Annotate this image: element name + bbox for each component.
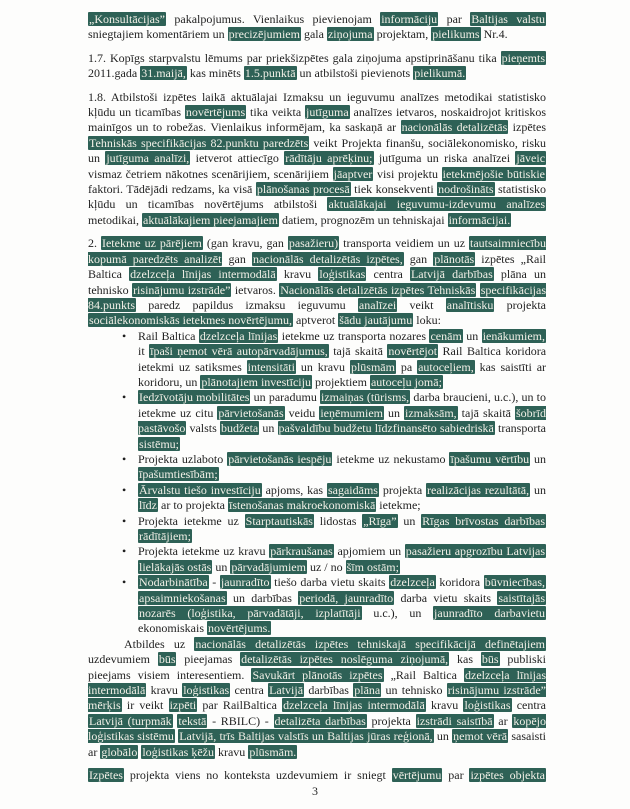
text-run: ietekme uz nekustamo	[332, 451, 450, 466]
text-run: tiek konsekventi	[350, 182, 438, 197]
text-run: 1.7. Kopīgs starpvalstu lēmums par priekšizpētes gala ziņojuma apstiprināšanu tika	[88, 50, 501, 65]
text-run: un atbilstoši pievienots	[296, 66, 414, 81]
highlighted-text: nozarēs (loģistika, pārvadātāji, izplatītāji	[139, 606, 361, 621]
text-run: un tehnisko	[381, 683, 447, 698]
highlighted-text: pārkraušanas	[270, 544, 333, 559]
text-run: kas saistīti ar koridoru, un	[138, 359, 547, 389]
highlighted-text: dzelzceļa	[390, 575, 435, 590]
highlighted-text: Ārvalstu tiešo investīciju	[139, 482, 261, 497]
highlighted-text: loģistikas ķēžu	[142, 744, 214, 759]
highlighted-text: īstenošanas makroekonomiskā	[228, 498, 376, 513]
highlighted-text: dzelzceļa līnijas	[199, 328, 278, 343]
text-run: kas	[449, 652, 481, 667]
highlighted-text: precizējumiem	[228, 27, 300, 42]
text-run: ar	[493, 713, 513, 728]
text-run: kravu	[425, 698, 464, 713]
text-run: publiski pieejams visiem interesentiem.	[88, 652, 547, 682]
highlighted-text: loģistikas	[319, 267, 366, 282]
highlighted-text: nacionālās detalizētās	[401, 120, 508, 135]
highlighted-text: dzelzceļa līnijas intermodālā	[88, 667, 547, 698]
text-run: pakalpojumus. Vienlaikus pievienojam	[165, 12, 381, 26]
text-run: projekta	[494, 297, 546, 312]
text-run: veidu	[284, 405, 320, 420]
text-run: darbības	[304, 683, 354, 698]
highlighted-text: jutīguma	[306, 105, 349, 120]
highlighted-text: aktuālākajai ieguvumu-izdevumu analīzes	[328, 197, 546, 212]
text-run: par RailBaltica	[197, 698, 283, 713]
text-run: projekta viens no konteksta uzdevumiem ir sniegt	[123, 768, 392, 783]
highlighted-text: detalizēta darbības	[274, 713, 366, 728]
text-run: gan	[403, 251, 434, 266]
text-run: datiem, prognozēm un tehniskajai	[278, 212, 448, 227]
highlighted-text: nodrošināts	[438, 182, 494, 197]
highlighted-text: Latvijā, trīs Baltijas valstīs un Baltijas jūras reģionā,	[179, 729, 433, 744]
text-run: par	[442, 768, 470, 783]
bullet-icon: •	[122, 513, 127, 528]
highlighted-text: ņemot vērā	[453, 729, 508, 744]
bullet-icon: •	[122, 575, 127, 590]
text-run: visi projektu	[373, 166, 442, 181]
text-run: (gan kravu, gan	[202, 236, 288, 251]
text-run: apjomiem un	[333, 544, 405, 559]
highlighted-text: „Konsultācijas”	[89, 12, 165, 26]
text-run: un	[433, 729, 453, 744]
highlighted-text: pieņemts	[501, 50, 545, 65]
text-run: ekonomiskais	[138, 621, 207, 636]
highlighted-text: pārvietošanās iespēju	[228, 451, 332, 466]
paragraph	[88, 12, 546, 43]
text-run: projekta	[366, 713, 416, 728]
highlighted-text: vērtējumu	[392, 768, 442, 783]
highlighted-text: periodā, jaunradīto	[299, 590, 394, 605]
bullet-item	[88, 329, 546, 391]
bullet-icon: •	[122, 328, 127, 343]
highlighted-text: plānotajiem investīciju	[201, 374, 311, 389]
highlighted-text: Iedzīvotāju mobilitātes	[139, 390, 250, 405]
text-run: centra	[366, 267, 410, 282]
text-run: kravu	[146, 683, 183, 698]
highlighted-text: nacionālās detalizētās izpētes,	[252, 251, 403, 266]
highlighted-text: ziņojuma	[327, 27, 373, 42]
text-run: apjoms, kas	[261, 482, 327, 497]
highlighted-text: jāaptver	[333, 166, 373, 181]
text-run: valsts	[186, 421, 220, 436]
text-run: un	[259, 421, 278, 436]
text-run: metodikai,	[88, 212, 142, 227]
highlighted-text: 1.5.punktā	[244, 66, 296, 81]
highlighted-text: plānošanas procesā	[256, 182, 350, 197]
text-run: statistisko kļūdu un ticamības novērtējums atbilstoši	[88, 182, 547, 212]
text-run: - RBILC) -	[207, 713, 274, 728]
text-run: -	[208, 575, 220, 590]
highlighted-text: jutīguma analīzi,	[106, 151, 190, 166]
highlighted-text: izmaksām,	[405, 405, 457, 420]
highlighted-text: tekstā	[178, 713, 207, 728]
highlighted-text: Nodarbinātība	[139, 575, 208, 590]
bullet-item	[88, 390, 546, 452]
highlighted-text: „Rīga”	[363, 513, 397, 528]
highlighted-text: Izpētes	[89, 768, 123, 783]
paragraph	[88, 768, 546, 783]
text-run: un paradumu	[250, 390, 320, 405]
highlighted-text: loģistikas	[464, 698, 511, 713]
highlighted-text: kopējo loģistikas sistēmu	[88, 713, 546, 744]
text-run: veikt Projekta finanšu, sociālekonomisko, risku un	[88, 135, 546, 166]
text-run: koridora	[435, 575, 484, 590]
text-run: un kravu	[295, 359, 350, 374]
text-run: ietekme uz transporta nozares	[278, 328, 430, 343]
highlighted-text: sistēmu;	[139, 436, 180, 451]
text-run: transporta	[494, 421, 546, 436]
paragraph	[88, 90, 546, 229]
bullet-item	[88, 452, 546, 483]
text-run: faktori. Tādējādi redzams, ka visā	[88, 182, 256, 197]
highlighted-text: Latvijā	[269, 683, 304, 698]
highlighted-text: Ietekme uz pārējiem	[101, 236, 202, 251]
highlighted-text: risinājumu izstrāde” mērķis	[88, 683, 546, 713]
text-run: centra	[511, 698, 546, 713]
bullet-item	[88, 544, 546, 575]
text-run: ir veikt	[121, 698, 169, 713]
highlighted-text: pašvaldību budžetu līdzfinansēto sabiedriskā	[278, 421, 494, 436]
page-number: 3	[312, 783, 318, 798]
highlighted-text: īpaši ņemot vērā autopārvadājumus,	[150, 344, 328, 359]
highlighted-text: jāveic	[516, 151, 546, 166]
highlighted-text: budžeta	[220, 421, 259, 436]
text-run: un	[462, 328, 482, 343]
text-run: „Rail Baltica	[383, 667, 464, 682]
text-run: ietverot attiecīgo	[190, 151, 285, 166]
text-run: Rail Baltica	[138, 328, 199, 343]
text-run: jutīguma un riska analīzei	[373, 151, 516, 166]
highlighted-text: intensitāti	[247, 359, 295, 374]
highlighted-text: specifikācijas 84.punkts	[88, 282, 546, 312]
highlighted-text: jaunradīto	[220, 575, 270, 590]
highlighted-text: dzelzceļa līnijas intermodālā	[130, 267, 276, 282]
bullet-item	[88, 514, 546, 545]
text-run: 2011.gada	[88, 66, 141, 81]
text-run: darba vietu skaits	[394, 590, 498, 605]
text-run: kravu	[276, 267, 319, 282]
highlighted-text: risinājumu izstrāde”	[133, 282, 231, 297]
highlighted-text: 31.maijā,	[141, 66, 186, 81]
highlighted-text: novērtējums.	[208, 621, 271, 636]
text-run: transporta veidiem un uz	[339, 236, 470, 251]
highlighted-text: Starptautiskās	[245, 513, 313, 528]
text-run: 2.	[88, 236, 101, 251]
text-run: Projekta ietekme uz kravu	[138, 544, 270, 559]
text-run: un	[212, 559, 231, 574]
text-run: un	[530, 451, 547, 466]
highlighted-text: realizācijas rezultātā,	[427, 482, 530, 497]
highlighted-text: būs	[158, 652, 176, 667]
highlighted-text: autoceļiem,	[418, 359, 474, 374]
highlighted-text: pārvadājumiem	[231, 559, 306, 574]
bullet-icon: •	[122, 451, 127, 466]
highlighted-text: novērtējot	[388, 344, 438, 359]
highlighted-text: jaunradīto darbavietu	[434, 606, 546, 621]
highlighted-text: būvniecības,	[484, 575, 546, 590]
text-run: izpētes	[508, 120, 546, 135]
text-run: pa	[395, 359, 418, 374]
highlighted-text: dzelzceļa līnijas intermodālā	[283, 698, 425, 713]
text-run: u.c.), un	[361, 606, 434, 621]
highlighted-text: izmaiņas (tūrisms,	[321, 390, 410, 405]
text-run: projektiem	[311, 374, 370, 389]
highlighted-text: pasažieru)	[288, 236, 339, 251]
highlighted-text: būs	[481, 652, 499, 667]
text-run: par	[438, 12, 471, 26]
highlighted-text: loģistikas	[183, 683, 230, 698]
highlighted-text: autoceļu jomā;	[370, 374, 442, 389]
highlighted-text: Savukārt plānotās izpētes	[252, 667, 383, 682]
text-run: sasaisti ar	[88, 729, 547, 759]
text-run: uzdevumiem	[88, 652, 158, 667]
highlighted-text: ietekmējošie būtiskie	[442, 166, 545, 181]
text-run: veikt	[397, 297, 446, 312]
highlighted-text: Latvijā (turpmāk	[89, 713, 172, 728]
text-run: lidostas	[313, 513, 363, 528]
text-run: Atbildes uz	[124, 636, 195, 651]
text-run: kas minēts	[186, 66, 244, 81]
highlighted-text: globālo	[101, 744, 138, 759]
text-run: un darbības	[226, 590, 299, 605]
text-run: gala	[300, 27, 327, 42]
paragraph	[88, 51, 546, 82]
paragraph	[88, 236, 546, 328]
text-run: un	[530, 482, 547, 497]
text-run: plāna un tehnisko	[88, 267, 547, 297]
highlighted-text: saistītajās	[498, 590, 545, 605]
highlighted-text: analīzei	[358, 297, 397, 312]
bullet-icon: •	[122, 390, 127, 405]
text-run: ietekme;	[376, 498, 421, 513]
text-run: ietvaros.	[231, 282, 280, 297]
highlighted-text: izpēti	[169, 698, 197, 713]
highlighted-text: Tehniskās specifikācijas 82.punktu paredzēts	[89, 135, 309, 150]
text-run: analīzes ietvaros, noskaidrojot kritiskos mainīgos un to robežas. Vienlaikus informējam, ka saskaņā ar	[88, 105, 546, 135]
highlighted-text: īpašumtiesībām;	[139, 467, 218, 482]
highlighted-text: šādu jautājumu	[339, 313, 413, 328]
highlighted-text: analītisku	[446, 297, 494, 312]
highlighted-text: cenām	[430, 328, 462, 343]
highlighted-text: ienākumiem,	[482, 328, 546, 343]
text-run: tajā skaitā	[328, 344, 388, 359]
text-run: izpētes „Rail Baltica	[88, 251, 547, 282]
text-run: sniegtajiem komentāriem un	[88, 27, 228, 42]
highlighted-text: rādītāju aprēķinu;	[285, 151, 373, 166]
highlighted-text: novērtējums	[185, 105, 246, 120]
text-run: un	[383, 405, 404, 420]
highlighted-text: informācijai.	[448, 212, 511, 227]
highlighted-text: plūsmām	[350, 359, 395, 374]
text-run: Projekta ietekme uz	[138, 513, 245, 528]
text-run: Rail Baltica koridora ietekmi uz satiksmes	[138, 344, 547, 374]
paragraph	[88, 637, 546, 760]
text-run: projektam,	[373, 27, 432, 42]
text-run: ar to projekta	[158, 498, 228, 513]
highlighted-text: tautsaimniecību kopumā paredzēts analizēt	[88, 236, 546, 266]
highlighted-text: līdz	[139, 498, 157, 513]
text-run: paredz papildus izmaksu ieguvumu	[136, 297, 358, 312]
highlighted-text: pārvietošanās	[218, 405, 284, 420]
text-run: vismaz četriem nākotnes scenārijiem, scenārijiem	[88, 166, 333, 181]
text-run: aptverot	[292, 313, 339, 328]
highlighted-text: īpašumu vērtību	[450, 451, 530, 466]
text-run: it	[138, 344, 150, 359]
text-run: tiešo darba vietu skaits	[270, 575, 390, 590]
text-run: tajā skaitā	[457, 405, 515, 420]
text-run: Projekta uzlaboto	[138, 451, 228, 466]
highlighted-text: ieņēmumiem	[320, 405, 383, 420]
highlighted-text: plānotās	[434, 251, 475, 266]
text-run: centra	[230, 683, 269, 698]
highlighted-text: informāciju	[381, 12, 438, 26]
highlighted-text: aktuālākajiem pieejamajiem	[143, 212, 278, 227]
highlighted-text: detalizētās izpētes noslēguma ziņojumā,	[241, 652, 449, 667]
highlighted-text: nacionālās detalizētās izpētes tehniskajā specifikācijā definētajiem	[195, 636, 545, 651]
highlighted-text: izstrādi saistībā	[416, 713, 493, 728]
text-run: projekta	[378, 482, 427, 497]
text-run: loku:	[413, 313, 441, 328]
highlighted-text: plūsmām.	[249, 744, 297, 759]
bullet-icon: •	[122, 482, 127, 497]
highlighted-text: Latvijā darbības	[410, 267, 493, 282]
document-body	[88, 12, 546, 784]
text-run: gan	[222, 251, 252, 266]
highlighted-text: lielākajās ostās	[139, 559, 212, 574]
highlighted-text: Nacionālās detalizētās izpētes Tehniskās	[280, 282, 476, 297]
highlighted-text: sagaidāms	[327, 482, 378, 497]
text-run: kravu	[214, 744, 249, 759]
text-run: darba braucieni, u.c.), un to ietekme uz citu	[138, 390, 547, 420]
highlighted-text: plāna	[354, 683, 381, 698]
highlighted-text: izpētes objekta	[470, 768, 545, 783]
highlighted-text: apsaimniekošanas	[139, 590, 226, 605]
highlighted-text: pielikumā.	[414, 66, 466, 81]
highlighted-text: Rīgas brīvostas darbības	[422, 513, 546, 528]
text-run: Nr.4.	[480, 27, 508, 42]
text-run: un	[397, 513, 422, 528]
bullet-item	[88, 483, 546, 514]
text-run: pieejamas	[176, 652, 241, 667]
text-run: 1.8. Atbilstoši izpētes laikā aktuālajai Izmaksu un ieguvumu analīzes metodikai statistisko kļūdu un ticamības	[88, 89, 546, 120]
highlighted-text: rādītājiem;	[139, 529, 191, 543]
highlighted-text: pielikums	[432, 27, 480, 42]
bullet-icon: •	[122, 544, 127, 559]
text-run: tika veikta	[246, 105, 305, 120]
highlighted-text: sociālekonomiskās ietekmes novērtējumu,	[89, 313, 292, 328]
bullet-item	[88, 575, 546, 637]
highlighted-text: šīm ostām;	[346, 559, 399, 574]
highlighted-text: Baltijas valstu	[471, 12, 545, 26]
highlighted-text: šobrīd pastāvošo	[138, 405, 546, 436]
text-run: uz / no	[306, 559, 346, 574]
highlighted-text: pasažieru apgrozību Latvijas	[405, 544, 545, 559]
